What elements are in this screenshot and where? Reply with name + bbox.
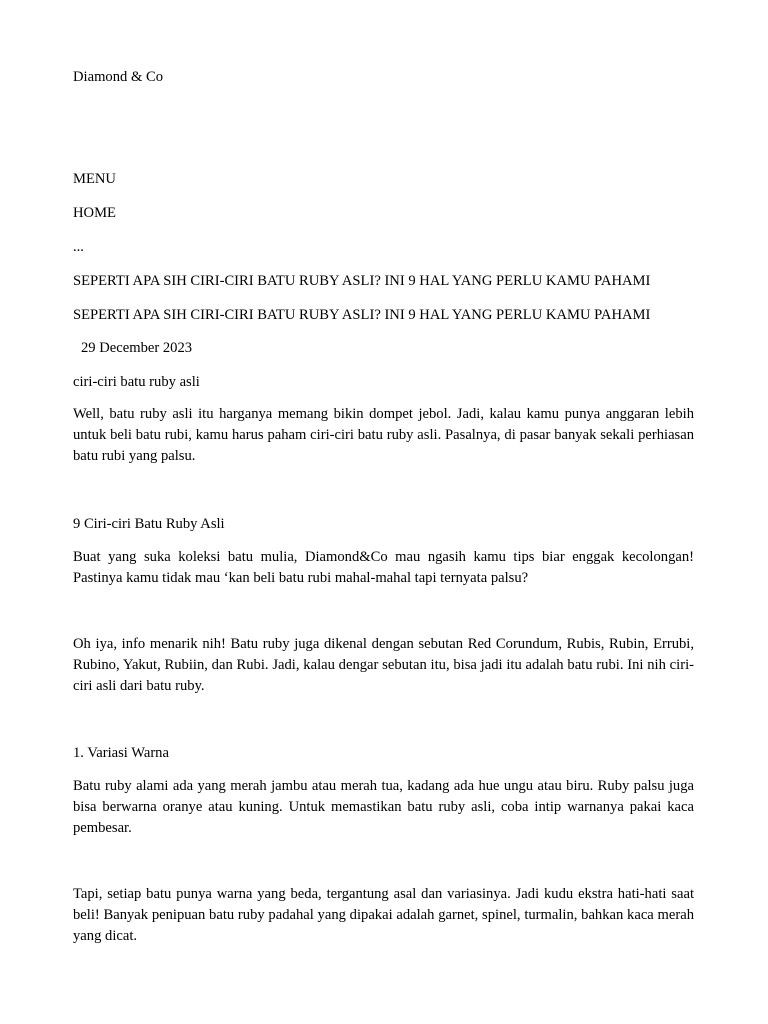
point-1-paragraph-2: Tapi, setiap batu punya warna yang beda, tergantung asal dan variasinya. Jadi kudu ekstra hati-hati saat beli! Banyak penipuan batu ruby padahal yang dipakai adalah garnet, spinel, turmalin, bahkan kaca merah yang dicat.: [73, 886, 694, 944]
breadcrumb-ellipsis: ...: [73, 239, 84, 255]
section-heading: 9 Ciri-ciri Batu Ruby Asli: [73, 516, 225, 532]
section-paragraph-2: Oh iya, info menarik nih! Batu ruby juga dikenal dengan sebutan Red Corundum, Rubis, Rubin, Errubi, Rubino, Yakut, Rubiin, dan Rubi. Jadi, kalau dengar sebutan itu, bisa jadi itu adalah batu rubi. Ini nih ciri-ciri asli dari batu ruby.: [73, 636, 694, 694]
site-brand[interactable]: Diamond & Co: [73, 69, 163, 85]
point-1-paragraph-1: Batu ruby alami ada yang merah jambu atau merah tua, kadang ada hue ungu atau biru. Ruby palsu juga bisa berwarna oranye atau kuning. Untuk memastikan batu ruby asli, coba intip warnanya pakai kaca pembesar.: [73, 778, 694, 836]
section-paragraph-1: Buat yang suka koleksi batu mulia, Diamond&Co mau ngasih kamu tips biar enggak kecolongan! Pastinya kamu tidak mau ‘kan beli batu rubi mahal-mahal tapi ternyata palsu?: [73, 549, 694, 586]
menu-link[interactable]: MENU: [73, 171, 116, 187]
article-title: SEPERTI APA SIH CIRI-CIRI BATU RUBY ASLI? INI 9 HAL YANG PERLU KAMU PAHAMI: [73, 307, 651, 323]
article-image-alt: ciri-ciri batu ruby asli: [73, 374, 200, 390]
article-intro: Well, batu ruby asli itu harganya memang bikin dompet jebol. Jadi, kalau kamu punya anggaran lebih untuk beli batu rubi, kamu harus paham ciri-ciri batu ruby asli. Pasalnya, di pasar banyak sekali perhiasan batu rubi yang palsu.: [73, 406, 694, 464]
article-date: 29 December 2023: [81, 340, 193, 356]
point-1-heading: 1. Variasi Warna: [73, 745, 169, 761]
breadcrumb-current: SEPERTI APA SIH CIRI-CIRI BATU RUBY ASLI? INI 9 HAL YANG PERLU KAMU PAHAMI: [73, 273, 651, 289]
home-link[interactable]: HOME: [73, 205, 116, 221]
